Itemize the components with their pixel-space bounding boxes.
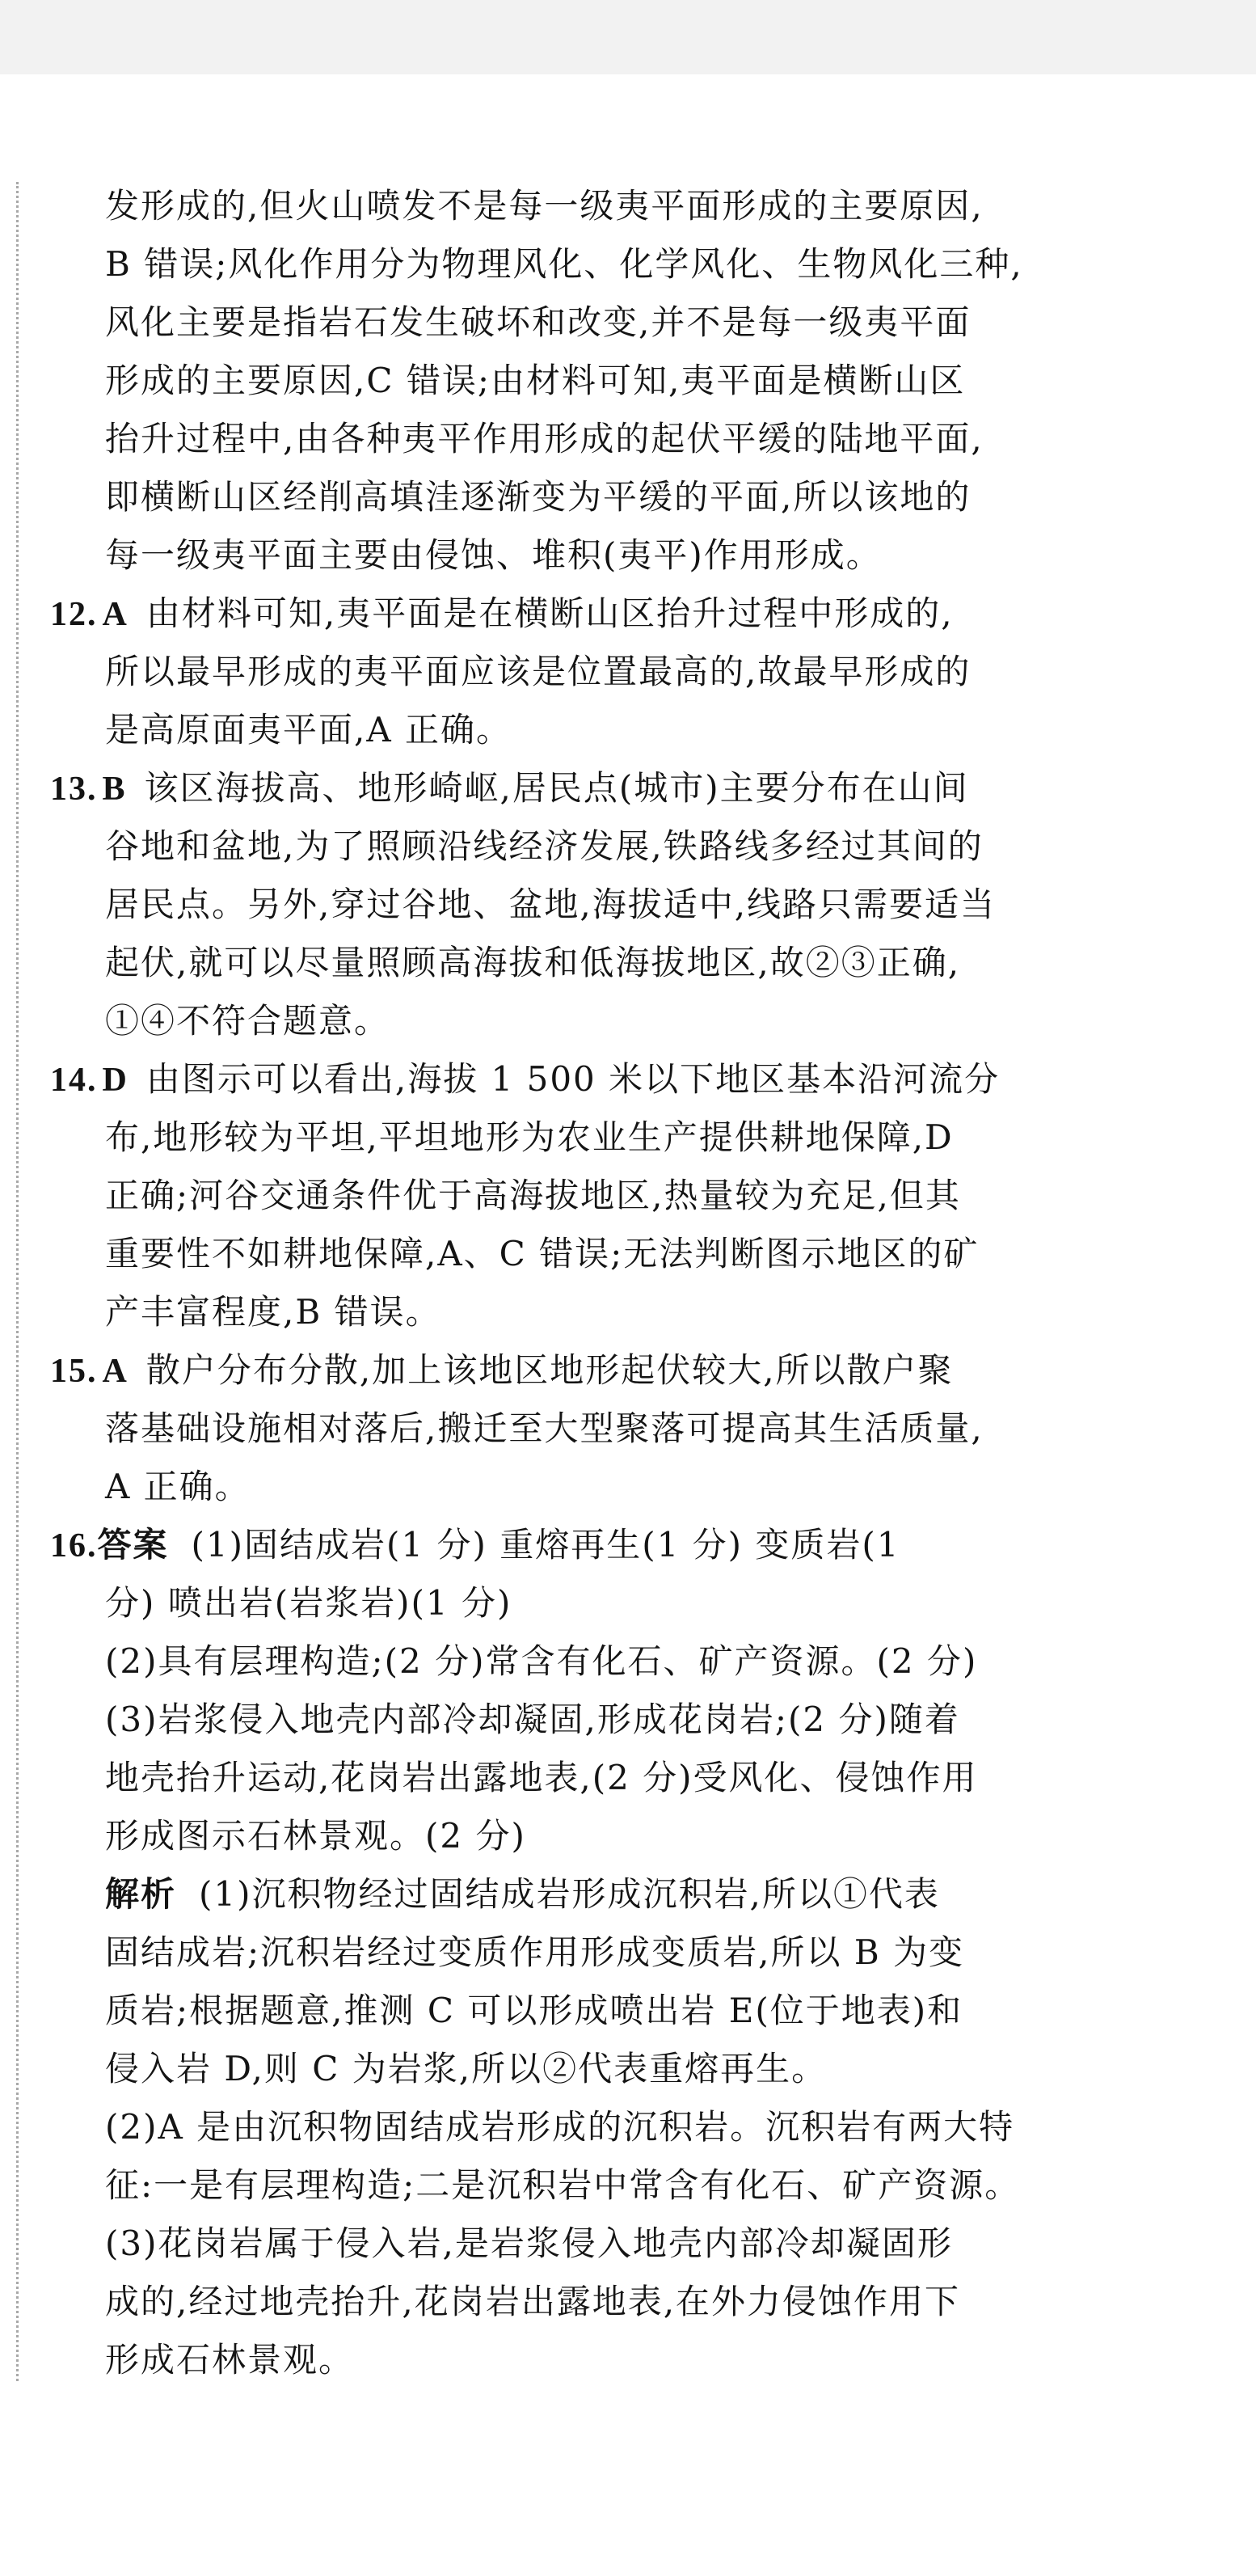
q12-answer: A (102, 596, 129, 633)
q13-line: 居民点。另外,穿过谷地、盆地,海拔适中,线路只需要适当 (105, 885, 997, 924)
q14-first-line (50, 1055, 1000, 1104)
q16-answer-label: 答案 (97, 1525, 169, 1565)
q12-line: 由材料可知,夷平面是在横断山区抬升过程中形成的, (145, 593, 954, 633)
intro-line: 形成的主要原因,C 错误;由材料可知,夷平面是横断山区 (105, 361, 966, 400)
q16-analysis-first-line (105, 1870, 940, 1919)
q12-line: 是高原面夷平面,A 正确。 (105, 710, 512, 750)
q16-analysis-line: (1)沉积物经过固结成岩形成沉积岩,所以①代表 (199, 1874, 940, 1914)
q16-answer-line: (3)岩浆侵入地壳内部冷却凝固,形成花岗岩;(2 分)随着 (105, 1700, 960, 1739)
q16-analysis-line: 侵入岩 D,则 C 为岩浆,所以②代表重熔再生。 (105, 2049, 828, 2088)
q16-answer-line: 分) 喷出岩(岩浆岩)(1 分) (105, 1583, 512, 1623)
q14-number: 14. (50, 1062, 98, 1099)
q14-line: 产丰富程度,B 错误。 (105, 1292, 441, 1332)
intro-line: 抬升过程中,由各种夷平作用形成的起伏平缓的陆地平面, (105, 419, 984, 458)
q16-answer-line: 地壳抬升运动,花岗岩出露地表,(2 分)受风化、侵蚀作用 (105, 1758, 978, 1797)
q14-line: 正确;河谷交通条件优于高海拔地区,热量较为充足,但其 (105, 1176, 961, 1215)
q13-line: 起伏,就可以尽量照顾高海拔和低海拔地区,故②③正确, (105, 943, 961, 982)
q12-number: 12. (50, 596, 98, 633)
q13-answer: B (102, 771, 127, 808)
q16-analysis-line: 质岩;根据题意,推测 C 可以形成喷出岩 E(位于地表)和 (105, 1991, 963, 2030)
q16-analysis-line: 形成石林景观。 (105, 2340, 355, 2380)
q13-line: ①④不符合题意。 (105, 1001, 390, 1041)
q12-line: 所以最早形成的夷平面应该是位置最高的,故最早形成的 (105, 652, 972, 691)
q12-first-line (50, 589, 954, 639)
q15-line: A 正确。 (105, 1467, 251, 1506)
scan-top-band (0, 0, 1256, 74)
q16-analysis-line: 成的,经过地壳抬升,花岗岩出露地表,在外力侵蚀作用下 (105, 2282, 961, 2321)
intro-line: B 错误;风化作用分为物理风化、化学风化、生物风化三种, (105, 244, 1023, 284)
q15-answer: A (102, 1353, 129, 1390)
q15-first-line (50, 1346, 954, 1396)
q15-line: 落基础设施相对落后,搬迁至大型聚落可提高其生活质量, (105, 1408, 984, 1448)
q15-line: 散户分布分散,加上该地区地形起伏较大,所以散户聚 (145, 1350, 954, 1390)
q16-answer-line: 形成图示石林景观。(2 分) (105, 1816, 526, 1856)
q13-first-line (50, 764, 969, 813)
q14-line: 由图示可以看出,海拔 1 500 米以下地区基本沿河流分 (145, 1059, 1001, 1099)
q16-analysis-line: 征:一是有层理构造;二是沉积岩中常含有化石、矿产资源。 (105, 2165, 1021, 2205)
q14-line: 重要性不如耕地保障,A、C 错误;无法判断图示地区的矿 (105, 1234, 980, 1273)
intro-line: 每一级夷平面主要由侵蚀、堆积(夷平)作用形成。 (105, 535, 882, 575)
margin-dotted-rule (16, 182, 19, 2381)
q16-analysis-line: (3)花岗岩属于侵入岩,是岩浆侵入地壳内部冷却凝固形 (105, 2223, 953, 2263)
q16-number: 16. (50, 1527, 98, 1565)
q16-analysis-line: 固结成岩;沉积岩经过变质作用形成变质岩,所以 B 为变 (105, 1932, 965, 1972)
intro-line: 即横断山区经削高填洼逐渐变为平缓的平面,所以该地的 (105, 477, 972, 517)
q13-number: 13. (50, 771, 98, 808)
q16-analysis-label: 解析 (105, 1874, 177, 1914)
q14-line: 布,地形较为平坦,平坦地形为农业生产提供耕地保障,D (105, 1117, 954, 1157)
q13-line: 该区海拔高、地形崎岖,居民点(城市)主要分布在山间 (144, 768, 969, 808)
intro-line: 风化主要是指岩石发生破坏和改变,并不是每一级夷平面 (105, 302, 972, 342)
intro-line: 发形成的,但火山喷发不是每一级夷平面形成的主要原因, (105, 186, 984, 226)
q16-answer-line: (1)固结成岩(1 分) 重熔再生(1 分) 变质岩(1 (191, 1525, 900, 1565)
q16-answer-line: (2)具有层理构造;(2 分)常含有化石、矿产资源。(2 分) (105, 1641, 978, 1681)
q14-answer: D (102, 1062, 129, 1099)
q13-line: 谷地和盆地,为了照顾沿线经济发展,铁路线多经过其间的 (105, 826, 984, 866)
q16-analysis-line: (2)A 是由沉积物固结成岩形成的沉积岩。沉积岩有两大特 (105, 2107, 1015, 2147)
q15-number: 15. (50, 1353, 98, 1390)
q16-first-line (50, 1521, 900, 1570)
